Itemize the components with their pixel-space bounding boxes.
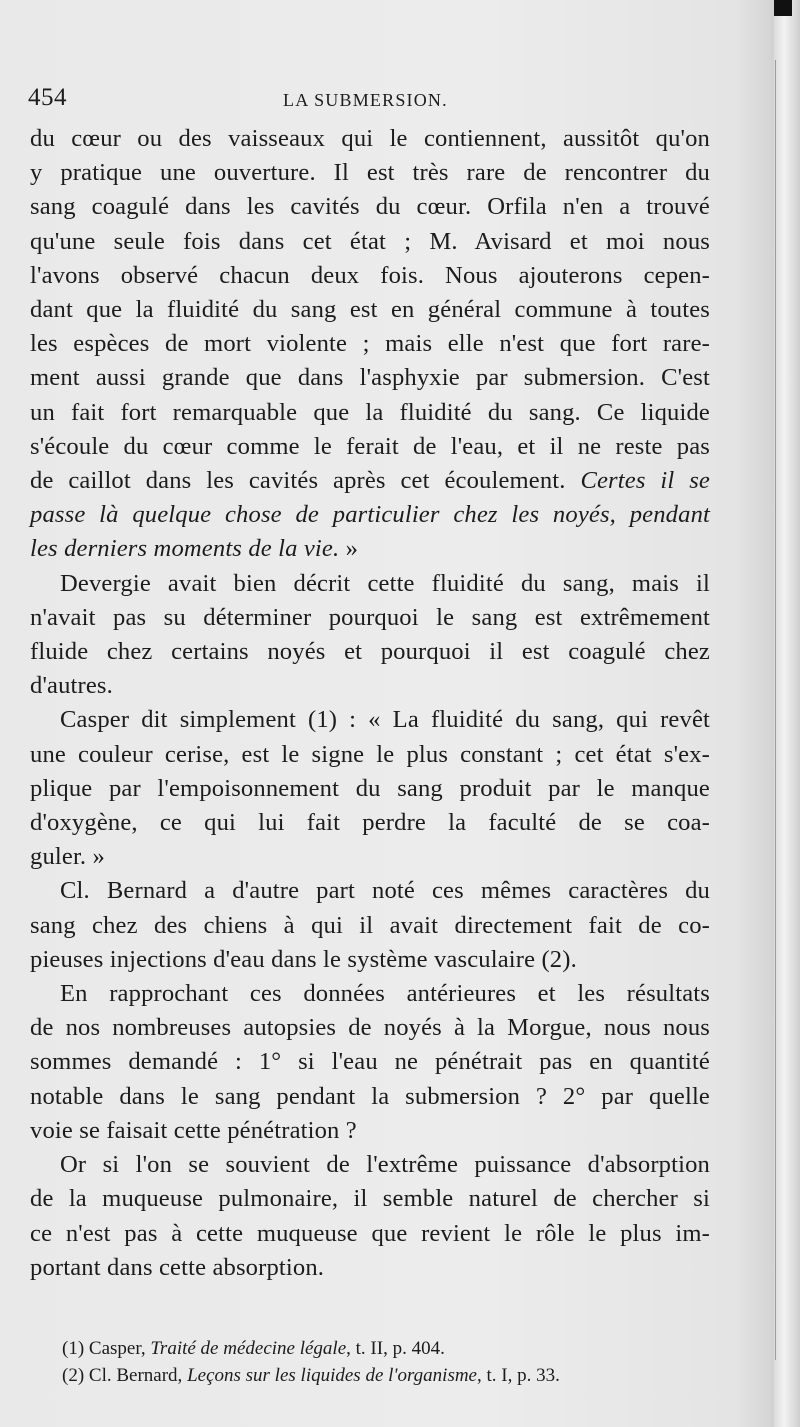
text-line xyxy=(30,943,710,977)
text-run: du cœur ou des vaisseaux qui le contiennent, aussitôt qu'on xyxy=(30,125,710,152)
text-line xyxy=(30,156,710,190)
text-run: Cl. Bernard a d'autre part noté ces mêmes caractères du xyxy=(60,877,710,905)
running-head xyxy=(28,84,718,114)
text-run: de caillot dans les cavités après cet écoulement. xyxy=(30,467,581,495)
text-line xyxy=(30,430,710,464)
body-text xyxy=(30,122,710,1285)
text-line xyxy=(30,259,710,293)
text-run: guler. » xyxy=(30,843,105,871)
footnote-mark: (1) xyxy=(62,1338,89,1359)
footnote-author: Cl. Bernard, xyxy=(88,1365,188,1386)
footnotes xyxy=(62,1335,692,1389)
footnote-ref: , t. II, p. 404. xyxy=(346,1338,445,1359)
footnote-mark: (2) xyxy=(62,1365,89,1386)
text-line xyxy=(30,225,710,259)
text-run: y pratique une ouverture. Il est très rare de rencontrer du xyxy=(30,159,710,187)
text-run: de nos nombreuses autopsies de noyés à la Morgue, nous nous xyxy=(30,1014,710,1042)
text-line xyxy=(30,977,710,1011)
text-run: pieuses injections d'eau dans le système vasculaire (2). xyxy=(30,945,577,973)
text-line xyxy=(30,738,710,772)
text-run: d'oxygène, ce qui lui fait perdre la faculté de se coa- xyxy=(30,809,710,837)
text-run: En rapprochant ces données antérieures et les résultats xyxy=(60,980,710,1008)
text-run: notable dans le sang pendant la submersion ? 2° par quelle xyxy=(30,1082,710,1110)
text-run: l'avons observé chacun deux fois. Nous ajouterons cepen- xyxy=(30,261,710,289)
text-line xyxy=(30,635,710,669)
text-line xyxy=(30,498,710,532)
footnote-work: Leçons sur les liquides de l'organisme xyxy=(187,1365,477,1386)
text-run: d'autres. xyxy=(30,672,113,700)
text-run: n'avait pas su déterminer pourquoi le sang est extrêmement xyxy=(30,603,710,631)
book-page-edge xyxy=(774,0,800,1427)
text-line xyxy=(30,1217,710,1251)
text-run: Casper dit simplement (1) : « La fluidité du sang, qui revêt xyxy=(60,706,710,734)
text-run: ce n'est pas à cette muqueuse que revient le rôle le plus im- xyxy=(30,1219,710,1247)
text-line xyxy=(30,806,710,840)
text-run: dant que la fluidité du sang est en général commune à toutes xyxy=(30,296,710,324)
text-line xyxy=(30,122,710,156)
text-run: plique par l'empoisonnement du sang produit par le manque xyxy=(30,774,710,802)
text-line xyxy=(30,1080,710,1114)
text-line xyxy=(30,1114,710,1148)
text-run: fluide chez certains noyés et pourquoi il est coagulé chez xyxy=(30,638,710,666)
text-run: les espèces de mort violente ; mais elle n'est que fort rare- xyxy=(30,330,710,358)
text-run: sommes demandé : 1° si l'eau ne pénétrait pas en quantité xyxy=(30,1048,710,1076)
text-line xyxy=(30,1045,710,1079)
footnote xyxy=(62,1362,692,1389)
text-run: Devergie avait bien décrit cette fluidité du sang, mais il xyxy=(60,569,710,597)
text-line xyxy=(30,909,710,943)
text-line xyxy=(30,601,710,635)
text-line xyxy=(30,1251,710,1285)
text-run: » xyxy=(339,535,359,563)
footnote-work: Traité de médecine légale xyxy=(150,1338,347,1359)
italic-run: passe là quelque chose de particulier chez les noyés, pendant xyxy=(30,501,710,529)
text-line xyxy=(30,1148,710,1182)
text-line xyxy=(30,669,710,703)
italic-run: Certes il se xyxy=(580,467,710,495)
text-line xyxy=(30,396,710,430)
footnote-author: Casper, xyxy=(88,1338,151,1359)
text-run: qu'une seule fois dans cet état ; M. Avisard et moi nous xyxy=(30,227,710,255)
text-run: portant dans cette absorption. xyxy=(30,1253,325,1281)
text-line xyxy=(30,327,710,361)
italic-run: les derniers moments de la vie. xyxy=(30,535,340,563)
text-run: voie se faisait cette pénétration ? xyxy=(30,1116,357,1144)
text-line xyxy=(30,840,710,874)
text-run: de la muqueuse pulmonaire, il semble naturel de chercher si xyxy=(30,1185,710,1213)
text-run: Or si l'on se souvient de l'extrême puissance d'absorption xyxy=(60,1151,710,1179)
text-run: une couleur cerise, est le signe le plus constant ; cet état s'ex- xyxy=(30,740,710,768)
text-run: un fait fort remarquable que la fluidité du sang. Ce liquide xyxy=(30,398,710,426)
text-line xyxy=(30,1011,710,1045)
text-line xyxy=(30,772,710,806)
text-run: sang coagulé dans les cavités du cœur. Orfila n'en a trouvé xyxy=(30,193,710,221)
running-title: LA SUBMERSION. xyxy=(283,90,448,110)
text-run: s'écoule du cœur comme le ferait de l'eau, et il ne reste pas xyxy=(30,432,710,460)
text-line xyxy=(30,703,710,737)
footnote-ref: , t. I, p. 33. xyxy=(477,1365,560,1386)
text-line xyxy=(30,874,710,908)
text-line xyxy=(30,1182,710,1216)
footnote xyxy=(62,1335,692,1362)
text-line xyxy=(30,464,710,498)
text-run: ment aussi grande que dans l'asphyxie par submersion. C'est xyxy=(30,364,710,392)
text-run: sang chez des chiens à qui il avait directement fait de co- xyxy=(30,911,710,939)
text-line xyxy=(30,567,710,601)
page-number: 454 xyxy=(28,84,67,111)
text-line xyxy=(30,293,710,327)
text-line xyxy=(30,361,710,395)
gutter-line xyxy=(775,60,776,1360)
text-line xyxy=(30,532,710,566)
text-line xyxy=(30,190,710,224)
